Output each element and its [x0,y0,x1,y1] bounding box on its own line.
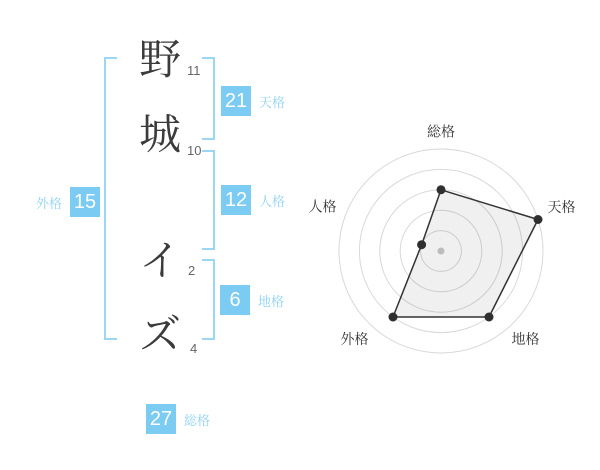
radar-axis-label-4: 人格 [308,198,337,215]
name-char-2: 城 [138,111,181,158]
radar-axis-label-1: 天格 [547,199,576,215]
jinkaku-label: 人格 [259,193,286,209]
radar-data-point-2 [485,313,494,322]
radar-axis-label-0: 総格 [427,123,455,140]
jinkaku-value-badge: 12 [221,185,251,215]
radar-data-point-0 [437,185,446,194]
radar-axis-label-2: 地格 [511,331,540,347]
chikaku-bracket [202,259,215,340]
stroke-count-2: 10 [187,143,202,158]
tenkaku-group [221,86,285,116]
chikaku-label: 地格 [258,293,285,309]
soukaku-label: 総格 [184,412,211,428]
chikaku-value-badge: 6 [220,285,250,315]
name-char-4: ズ [138,311,181,358]
radar-data-point-4 [417,240,426,249]
radar-axis-label-3: 外格 [340,331,369,347]
stroke-count-3: 2 [188,263,196,278]
radar-chart-area [300,100,600,380]
jinkaku-bracket [202,150,215,250]
gaikaku-label: 外格 [36,195,63,211]
radar-data-point-1 [534,215,543,224]
soukaku-value-badge: 27 [146,404,176,434]
tenkaku-bracket [202,57,215,140]
soukaku-group [146,404,210,434]
tenkaku-label: 天格 [259,94,286,110]
stroke-count-4: 4 [190,341,198,356]
chikaku-group [220,285,284,315]
gaikaku-bracket [104,57,117,340]
radar-data-point-3 [389,313,398,322]
gaikaku-value-badge: 15 [70,187,100,217]
tenkaku-value-badge: 21 [221,86,251,116]
radar-chart [300,100,600,380]
radar-data-polygon [393,190,538,317]
jinkaku-group [221,185,285,215]
stroke-count-1: 11 [187,63,201,78]
name-char-3: イ [138,237,181,284]
name-char-1: 野 [138,36,181,83]
gaikaku-group [36,187,100,217]
